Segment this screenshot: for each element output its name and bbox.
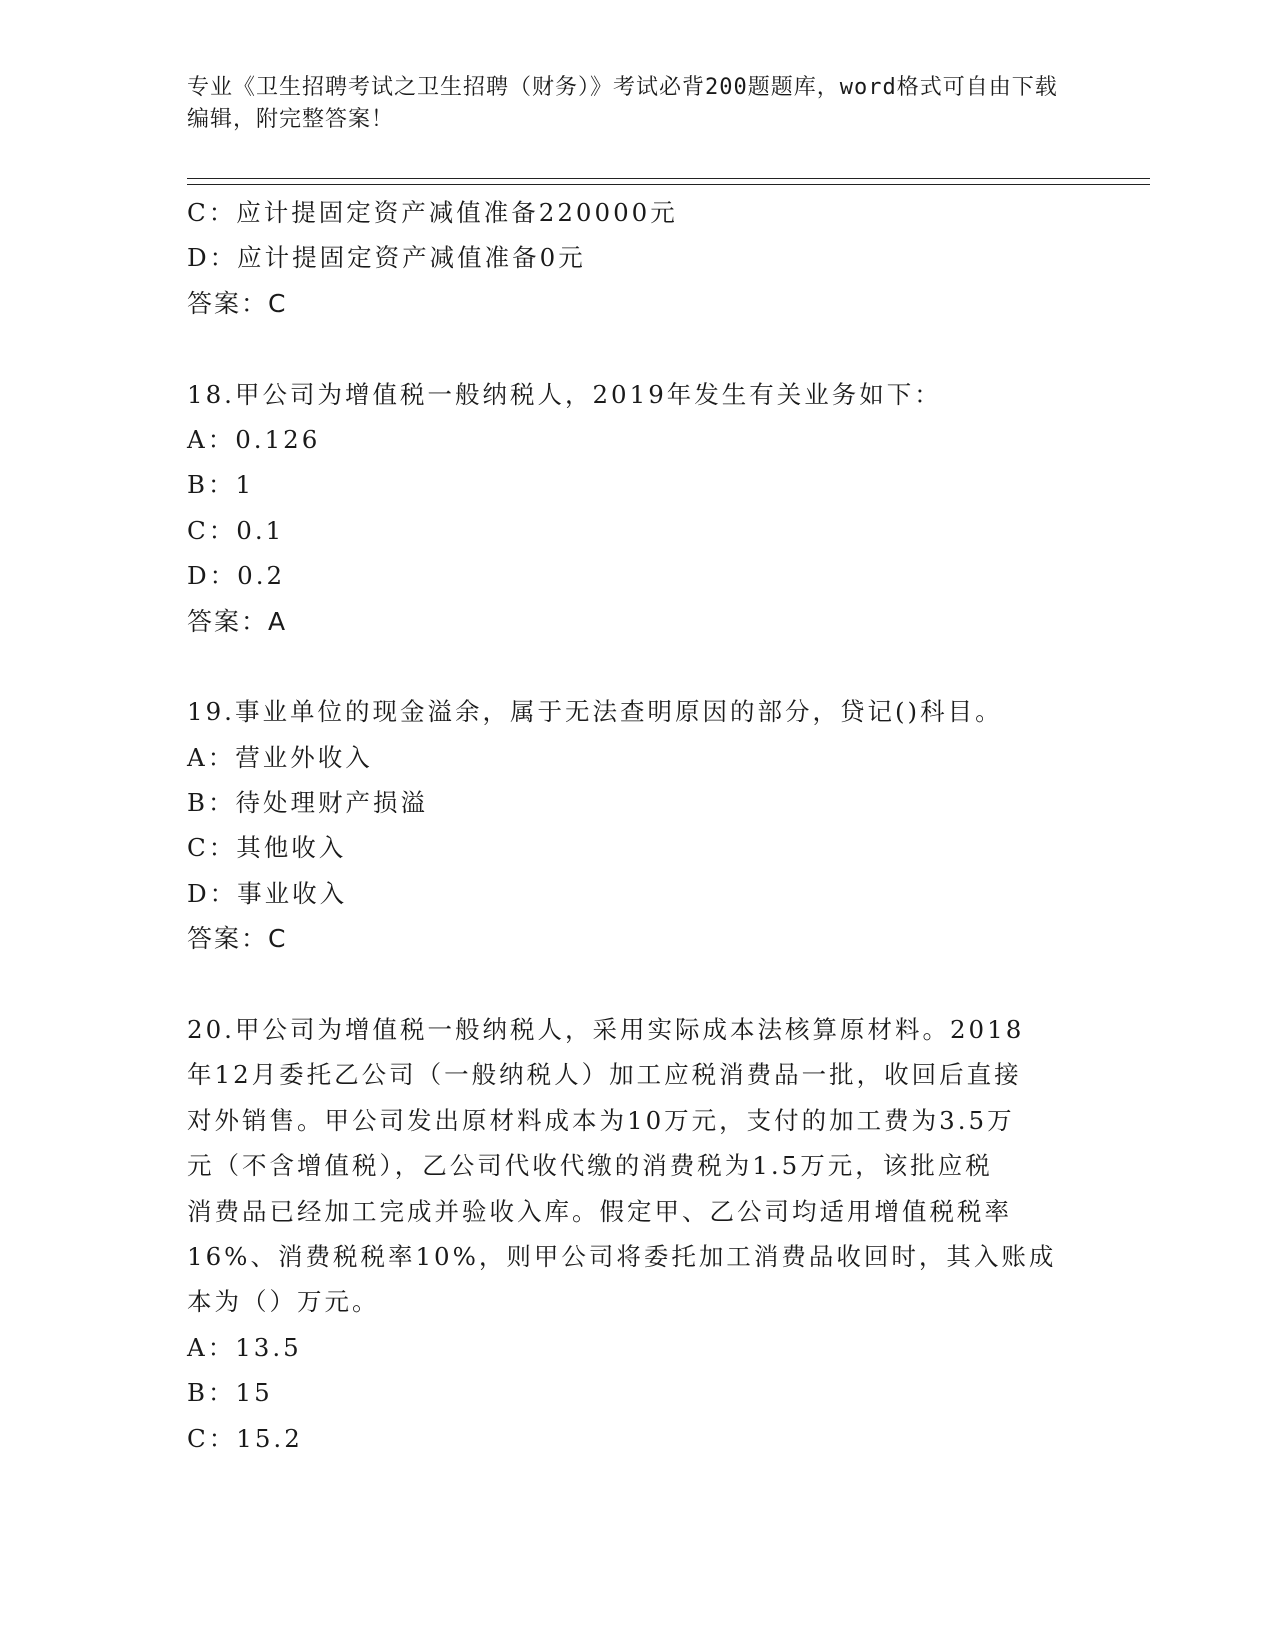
spacer <box>187 326 1087 371</box>
q19-stem: 19.事业单位的现金溢余，属于无法查明原因的部分，贷记()科目。 <box>187 697 1003 727</box>
q19-option-b: B：待处理财产损溢 <box>187 788 429 818</box>
q20-stem-line-6: 16%、消费税税率10%，则甲公司将委托加工消费品收回时，其入账成 <box>187 1241 1057 1271</box>
q20-stem-line-4: 元（不含增值税），乙公司代收代缴的消费税为1.5万元，该批应税 <box>187 1151 993 1181</box>
spacer <box>187 644 1087 689</box>
q20-stem-line-7: 本为（）万元。 <box>187 1287 380 1317</box>
q19-option-d: D：事业收入 <box>187 878 348 908</box>
q17-option-c: C：应计提固定资产减值准备220000元 <box>187 198 678 227</box>
q17-option-d: D：应计提固定资产减值准备0元 <box>187 243 586 273</box>
q17-answer: 答案：C <box>187 288 288 318</box>
q20-stem-line-5: 消费品已经加工完成并验收入库。假定甲、乙公司均适用增值税税率 <box>187 1196 1012 1226</box>
q18-stem: 18.甲公司为增值税一般纳税人，2019年发生有关业务如下： <box>187 379 942 409</box>
q18-answer: 答案：A <box>187 606 288 636</box>
q18-option-c: C：0.1 <box>187 515 285 545</box>
document-header: 专业《卫生招聘考试之卫生招聘（财务）》考试必背200题题库，word格式可自由下载编辑，附完整答案！ <box>187 75 1058 132</box>
q18-option-a: A：0.126 <box>187 424 321 454</box>
q19-option-c: C：其他收入 <box>187 833 347 863</box>
q19-option-a: A：营业外收入 <box>187 742 373 772</box>
q18-option-b: B：1 <box>187 470 255 500</box>
header-divider-bottom <box>187 184 1150 185</box>
question-content <box>187 190 1087 1461</box>
q20-option-b: B：15 <box>187 1378 273 1408</box>
spacer <box>187 962 1087 1007</box>
q18-option-d: D：0.2 <box>187 561 286 591</box>
q20-option-c: C：15.2 <box>187 1423 303 1453</box>
q20-stem-line-2: 年12月委托乙公司（一般纳税人）加工应税消费品一批，收回后直接 <box>187 1060 1022 1090</box>
header-divider-top <box>187 178 1150 179</box>
q20-option-a: A：13.5 <box>187 1332 302 1362</box>
q19-answer: 答案：C <box>187 924 288 954</box>
q20-stem-line-1: 20.甲公司为增值税一般纳税人，采用实际成本法核算原材料。2018 <box>187 1015 1025 1045</box>
q20-stem-line-3: 对外销售。甲公司发出原材料成本为10万元，支付的加工费为3.5万 <box>187 1105 1015 1135</box>
